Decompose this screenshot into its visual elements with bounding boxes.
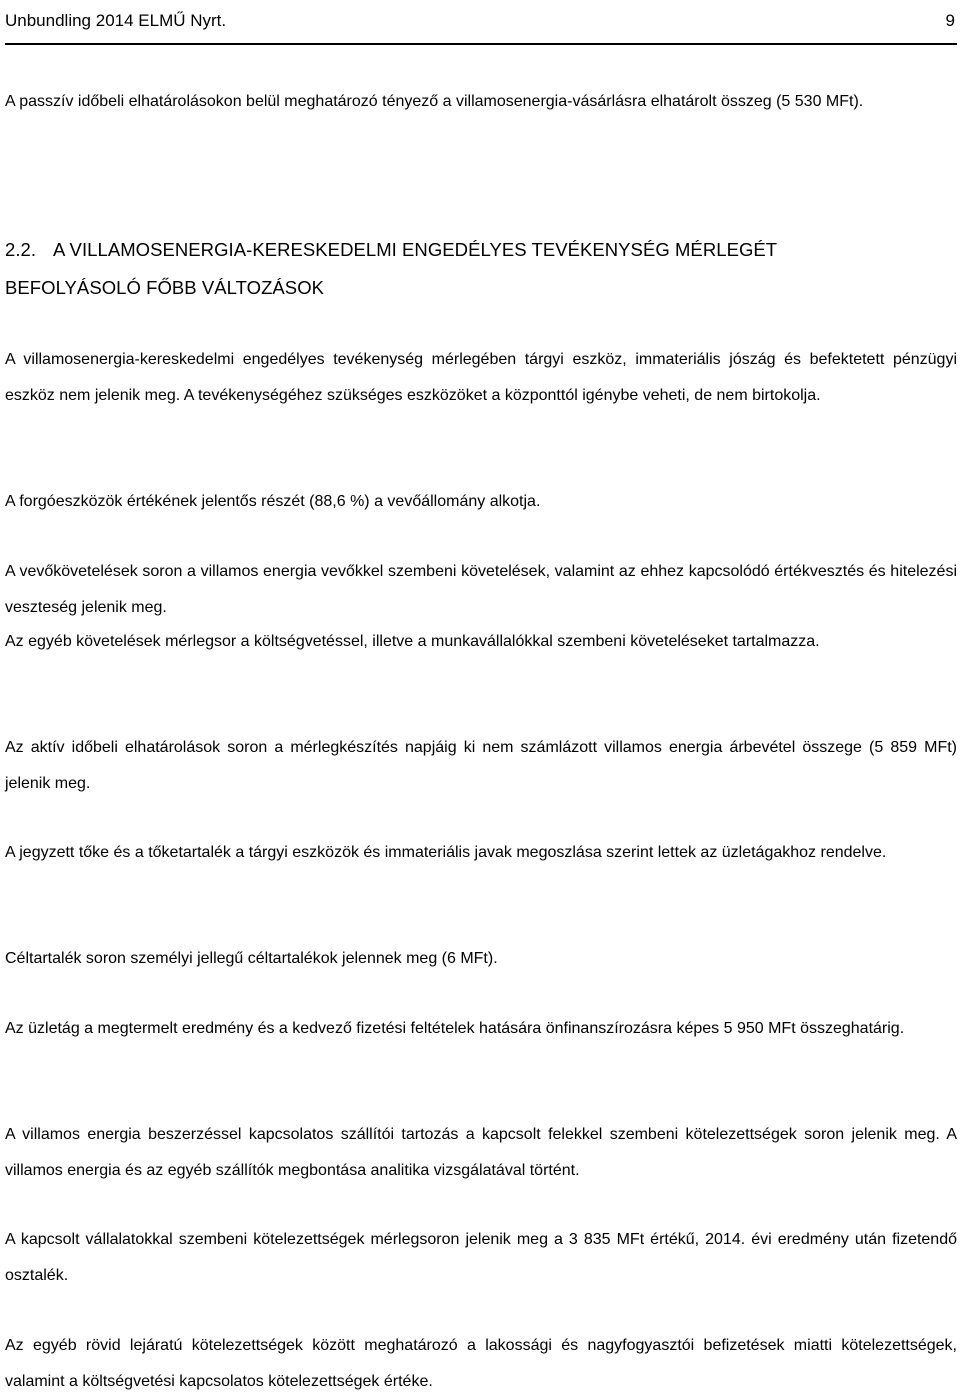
paragraph-provisions: Céltartalék soron személyi jellegű céltartalékok jelennek meg (6 MFt). [5, 950, 498, 967]
paragraph-self-financing: Az üzletág a megtermelt eredmény és a kedvező fizetési feltételek hatására önfinanszírozásra képes 5 950 MFt összeghatárig. [5, 1020, 905, 1037]
paragraph-other-liabilities: Az egyéb rövid lejáratú kötelezettségek között meghatározó a lakossági és nagyfogyasztói befizetések miatti kötelezettségek, valamint a költségvetési kapcsolatos kötelezettségek értéke. [5, 1337, 957, 1390]
document-title: Unbundling 2014 ELMŰ Nyrt. [5, 11, 227, 30]
section-title-line-1: A VILLAMOSENERGIA-KERESKEDELMI ENGEDÉLYES TEVÉKENYSÉG MÉRLEGÉT [53, 239, 778, 260]
paragraph-fixed-assets: A villamosenergia-kereskedelmi engedélyes tevékenység mérlegében tárgyi eszköz, immateriális jószág és befektetett pénzügyi eszköz nem jelenik meg. A tevékenységéhez szükséges eszközöket a központtól igénybe veheti, de nem birtokolja. [5, 351, 957, 404]
page-number: 9 [945, 11, 955, 30]
paragraph-current-assets: A forgóeszközök értékének jelentős részét (88,6 %) a vevőállomány alkotja. [5, 493, 541, 510]
paragraph-other-receivables: Az egyéb követelések mérlegsor a költségvetéssel, illetve a munkavállalókkal szembeni követeléseket tartalmazza. [5, 633, 820, 650]
paragraph-active-accruals: Az aktív időbeli elhatárolások soron a mérlegkészítés napjáig ki nem számlázott villamos energia árbevétel összege (5 859 MFt) jelenik meg. [5, 739, 957, 792]
paragraph-passive-accruals: A passzív időbeli elhatárolásokon belül meghatározó tényező a villamosenergia-vásárlásra elhatárolt összeg (5 530 MFt). [5, 93, 864, 110]
section-heading-line-1 [5, 231, 957, 269]
paragraph-share-capital: A jegyzett tőke és a tőketartalék a tárgyi eszközök és immateriális javak megoszlása szerint lettek az üzletágakhoz rendelve. [5, 844, 887, 861]
paragraph-dividend: A kapcsolt vállalatokkal szembeni kötelezettségek mérlegsoron jelenik meg a 3 835 MFt értékű, 2014. évi eredmény után fizetendő osztalék. [5, 1231, 957, 1284]
page-header [5, 6, 957, 36]
section-number: 2.2. [5, 239, 37, 260]
paragraph-receivables: A vevőkövetelések soron a villamos energia vevőkkel szembeni követelések, valamint az ehhez kapcsolódó értékvesztés és hitelezési veszteség jelenik meg. [5, 563, 957, 616]
document-page [5, 0, 957, 1395]
header-divider [5, 43, 957, 45]
paragraph-supplier-liabilities: A villamos energia beszerzéssel kapcsolatos szállítói tartozás a kapcsolt felekkel szembeni kötelezettségek soron jelenik meg. A villamos energia és az egyéb szállítók megbontása analitika vizsgálatával történt. [5, 1126, 957, 1179]
section-title-line-2: BEFOLYÁSOLÓ FŐBB VÁLTOZÁSOK [5, 277, 325, 298]
section-heading [5, 231, 957, 307]
